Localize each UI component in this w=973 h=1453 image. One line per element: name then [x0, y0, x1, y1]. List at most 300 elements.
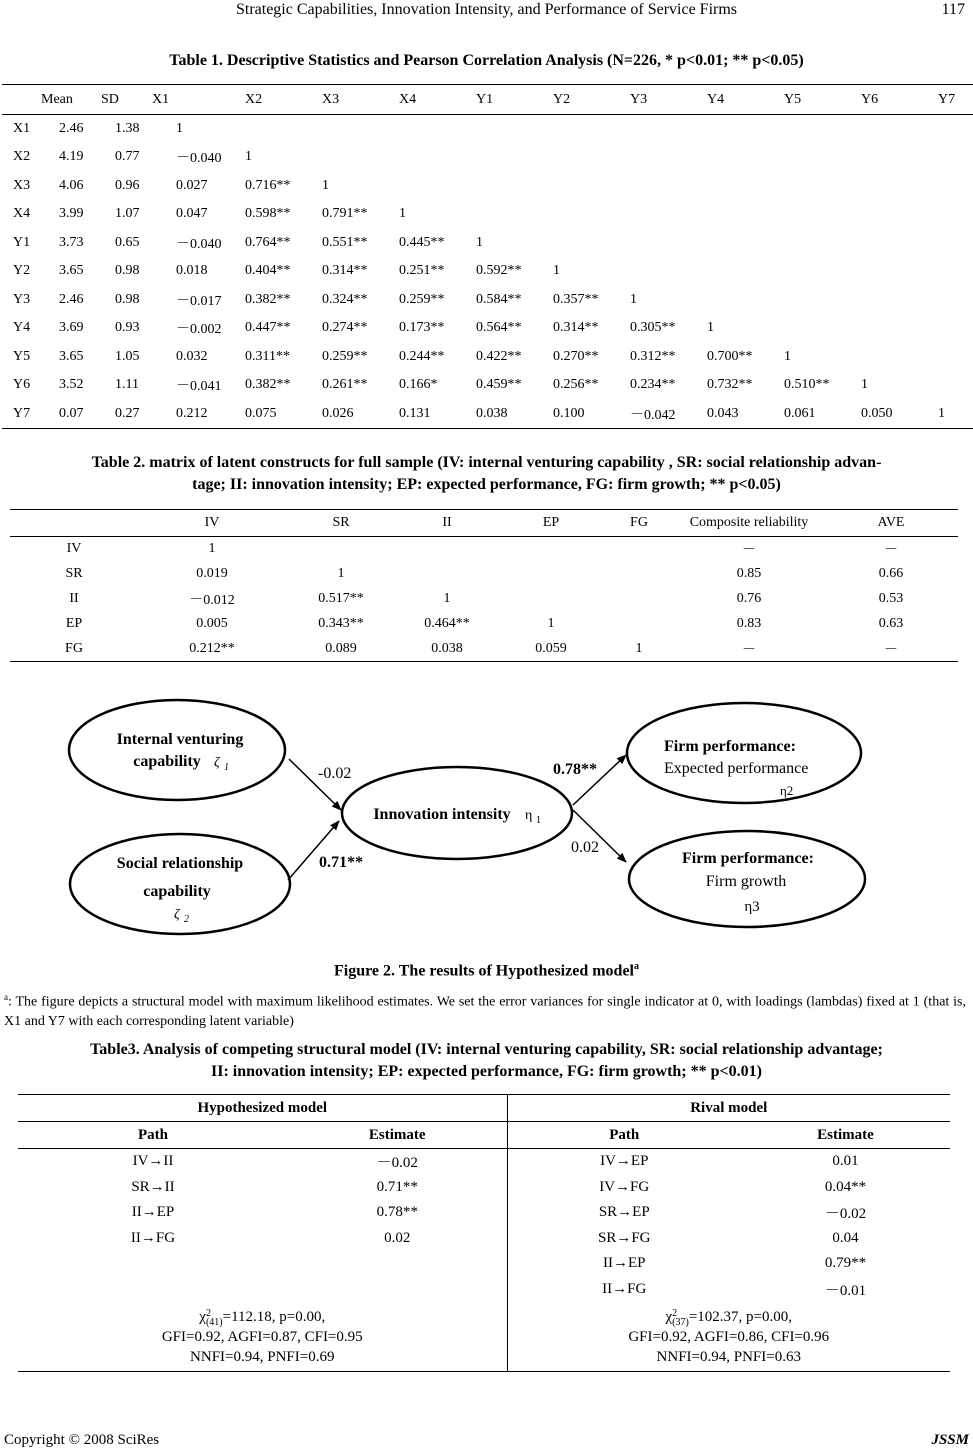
table1-cell: 0.259** [322, 348, 368, 364]
table1-cell [399, 143, 476, 172]
table1-cell: 2.46 [59, 121, 84, 136]
table1-cell: 0.07 [41, 400, 101, 429]
table1-cell: 1.05 [115, 348, 140, 364]
table1-cell [938, 314, 973, 343]
table1-cell: 0.716** [245, 177, 291, 193]
rival-fit-line2: GFI=0.92, AGFI=0.86, CFI=0.96 [628, 1329, 830, 1345]
table1-cell: 0.422** [476, 348, 522, 364]
table1-cell: 3.73 [59, 234, 84, 250]
table1-cell [707, 229, 784, 258]
table2-cell: 0.038 [396, 637, 498, 662]
node-expected-performance [627, 703, 861, 803]
table1-cell [784, 172, 861, 201]
hyp-chi-symbol: χ [199, 1309, 206, 1325]
fg-label-line1: Firm performance: [682, 850, 814, 867]
rival-model-header: Rival model [507, 1095, 950, 1122]
table1-cell [476, 115, 553, 144]
table2-cell: 0.517** [318, 591, 364, 606]
running-title: Strategic Capabilities, Innovation Intensity, and Performance of Service Firms [235, 1, 738, 18]
table1-cell: －0.017 [176, 293, 222, 309]
table1-cell: －0.040 [176, 151, 222, 167]
hyp-estimate-cell: 0.02 [288, 1226, 507, 1252]
rival-chi-superscript: 2 [672, 1307, 678, 1319]
table1-column-header: Y2 [553, 85, 630, 115]
table1-cell: 0.173** [399, 320, 445, 336]
fg-label-line2: Firm growth [705, 873, 787, 890]
table3-caption [0, 1039, 973, 1083]
table1-cell: 0.234** [630, 377, 676, 393]
table1-cell [707, 143, 784, 172]
table1-row-label: X3 [13, 177, 31, 193]
hypothesized-model-header: Hypothesized model [18, 1095, 507, 1122]
table1-row [2, 400, 973, 429]
table1-column-header: Y4 [707, 85, 784, 115]
table2-cell [604, 562, 674, 587]
table2-cell: 0.343** [318, 616, 364, 631]
table1-cell: 1 [176, 121, 183, 136]
table1-cell [861, 286, 938, 315]
rival-path-cell: IV→EP [600, 1153, 649, 1170]
sr-label-line1: Social relationship [116, 855, 244, 872]
path-coefficient-iv-ii: -0.02 [318, 765, 352, 782]
table2-cell: 1 [443, 591, 451, 606]
table1-cell: 1 [784, 348, 791, 364]
table2-cell: － [742, 543, 756, 559]
table1-cell [476, 200, 553, 229]
table1-cell: 0.244** [399, 348, 445, 364]
table2-cell [604, 612, 674, 637]
figure2-footnote [4, 988, 966, 1031]
table1-cell: 0.732** [707, 377, 753, 393]
table1-cell: 0.032 [176, 348, 208, 364]
rival-path-cell: II→FG [602, 1280, 647, 1297]
table2-column-header: AVE [824, 510, 958, 537]
table1-row-label: Y1 [13, 234, 31, 250]
node-social-relationship-capability [70, 834, 290, 934]
table1-column-header: X1 [152, 85, 245, 115]
table1-cell [322, 115, 399, 144]
table1-cell [861, 343, 938, 372]
table1-cell: 1.07 [115, 206, 140, 222]
table1-row-label: Y4 [13, 320, 31, 336]
table1-cell: 0.314** [553, 320, 599, 336]
table2-cell: 0.76 [736, 591, 762, 606]
table1-cell: 0.061 [784, 400, 861, 429]
table2-row [10, 637, 958, 662]
table1-cell: 0.259** [399, 291, 445, 307]
hyp-chi-value: =112.18, p=0.00, [222, 1309, 326, 1325]
table1-cell: －0.042 [630, 400, 707, 429]
table2-cell [286, 537, 396, 562]
figure2-caption-footnote-mark: a [634, 961, 639, 972]
table1-cell: 0.459** [476, 377, 522, 393]
table1-column-header [2, 85, 41, 115]
table2-header-row [10, 510, 958, 537]
table3-row [18, 1175, 950, 1201]
table1-cell [630, 143, 707, 172]
table1-cell: 0.026 [322, 400, 399, 429]
table1-cell [784, 115, 861, 144]
table2-row [10, 562, 958, 587]
ep-symbol: η2 [780, 783, 794, 798]
table1-column-header: Y5 [784, 85, 861, 115]
table1-row-label: Y3 [13, 291, 31, 307]
path-coefficient-ii-fg: 0.02 [571, 839, 599, 856]
table2-row [10, 587, 958, 612]
table1-row [2, 229, 973, 258]
table1-header-row [2, 85, 973, 115]
table2-cell: 0.66 [878, 566, 904, 581]
table2-column-header [10, 510, 138, 537]
table1-row-label: X2 [13, 149, 31, 165]
table1-column-header: X2 [245, 85, 322, 115]
table3-row [18, 1251, 950, 1277]
table1-row-label: Y6 [13, 377, 31, 393]
sr-label-line2: capability [143, 883, 211, 900]
hyp-fit-line2: GFI=0.92, AGFI=0.87, CFI=0.95 [161, 1329, 363, 1345]
table2-latent-construct-matrix [10, 509, 958, 662]
figure2-footnote-mark: a [4, 992, 8, 1002]
table1-cell [630, 200, 707, 229]
table1-row [2, 172, 973, 201]
rival-estimate-cell: 0.04** [824, 1178, 867, 1195]
table1-cell [630, 115, 707, 144]
table2-row-label: IV [66, 541, 82, 557]
path-arrow-sr-to-ii [288, 821, 339, 880]
table1-cell [784, 143, 861, 172]
table1-cell: 1.11 [115, 377, 139, 393]
table3-row [18, 1226, 950, 1252]
table1-row [2, 343, 973, 372]
table1-cell: 0.261** [322, 377, 368, 393]
table1-cell: 0.564** [476, 320, 522, 336]
table3-caption-line2: II: innovation intensity; EP: expected performance, FG: firm growth; ** p<0.01) [211, 1063, 762, 1080]
rival-path-cell: II→EP [603, 1255, 646, 1272]
table1-cell [784, 314, 861, 343]
table1-column-header: SD [101, 85, 152, 115]
table2-cell: 0.85 [736, 566, 762, 581]
table1-cell: 0.77 [115, 149, 140, 165]
rival-fit-indices [507, 1302, 950, 1372]
hyp-path-cell: SR→II [131, 1178, 175, 1195]
table2-cell [498, 537, 604, 562]
rival-estimate-cell: 0.01 [832, 1153, 859, 1170]
table1-cell: 0.598** [245, 206, 291, 222]
iv-symbol-subscript: 1 [224, 762, 229, 773]
table1-cell [784, 286, 861, 315]
table2-cell [604, 537, 674, 562]
iv-label-line1: Internal venturing [116, 731, 244, 748]
table1-descriptive-statistics [2, 84, 973, 429]
table2-cell [604, 587, 674, 612]
table1-cell: 0.445** [399, 234, 445, 250]
table1-cell [861, 257, 938, 286]
hyp-estimate-cell: －0.02 [288, 1149, 507, 1175]
table1-cell: 3.65 [59, 263, 84, 279]
table1-cell: 0.592** [476, 263, 522, 279]
table2-row [10, 537, 958, 562]
table1-cell: 1 [707, 320, 714, 336]
table1-cell [630, 257, 707, 286]
table1-column-header: Y1 [476, 85, 553, 115]
figure2-caption-text: Figure 2. The results of Hypothesized model [334, 962, 634, 980]
iv-symbol: ζ [214, 755, 220, 770]
table1-cell [938, 229, 973, 258]
page-number: 117 [941, 1, 965, 18]
table1-cell: 1 [399, 206, 406, 222]
table1-cell [938, 371, 973, 400]
table2-cell: 1 [208, 541, 216, 557]
table1-column-header: Y6 [861, 85, 938, 115]
table1-cell [553, 143, 630, 172]
table1-cell: 0.311** [245, 348, 290, 364]
table2-cell [498, 587, 604, 612]
table1-cell: 1 [938, 400, 973, 429]
table1-cell: 0.764** [245, 234, 291, 250]
hyp-fit-line3: NNFI=0.94, PNFI=0.69 [190, 1349, 335, 1365]
hyp-estimate-cell [288, 1277, 507, 1303]
table2-cell: 1 [547, 616, 555, 631]
table1-cell: 0.270** [553, 348, 599, 364]
table1-cell: 0.382** [245, 377, 291, 393]
table2-row-label: EP [65, 616, 83, 631]
node-innovation-intensity [342, 767, 572, 859]
fg-symbol: η3 [744, 899, 760, 915]
table1-cell: 1 [245, 149, 252, 165]
table1-cell: 0.027 [176, 177, 208, 193]
table1-cell [553, 200, 630, 229]
table1-cell [399, 115, 476, 144]
table1-cell [322, 143, 399, 172]
table1-cell [707, 172, 784, 201]
table1-row [2, 286, 973, 315]
table2-caption [0, 452, 973, 496]
table1-cell: 0.65 [115, 234, 140, 250]
hyp-path-cell: II→EP [131, 1204, 175, 1221]
table1-row [2, 143, 973, 172]
table2-cell: 0.019 [196, 566, 228, 581]
table3-competing-models [18, 1094, 950, 1372]
running-header [0, 0, 973, 24]
hyp-estimate-cell: 0.78** [288, 1200, 507, 1226]
table1-cell [707, 257, 784, 286]
table1-cell [861, 314, 938, 343]
table1-row-label: X4 [13, 206, 31, 222]
rival-path-cell: SR→EP [598, 1204, 650, 1221]
table1-cell [476, 172, 553, 201]
table2-cell: －0.012 [189, 593, 235, 608]
table1-cell: 0.700** [707, 348, 753, 364]
table1-row [2, 257, 973, 286]
ep-label-line2: Expected performance [664, 760, 809, 777]
table1-cell: －0.040 [176, 236, 222, 252]
table2-cell: 0.089 [286, 637, 396, 662]
table1-cell: 0.038 [476, 400, 553, 429]
table1-cell [553, 229, 630, 258]
table1-cell: 4.19 [59, 149, 84, 165]
table1-cell: 0.100 [553, 400, 630, 429]
table2-cell: 0.005 [196, 616, 228, 631]
hyp-path-cell: II→FG [130, 1229, 176, 1246]
rival-estimate-header: Estimate [741, 1122, 950, 1149]
table2-cell: － [884, 543, 898, 559]
hyp-path-cell [18, 1277, 288, 1303]
table1-cell: －0.041 [176, 379, 222, 395]
table1-cell [707, 115, 784, 144]
table1-cell: 3.52 [59, 377, 84, 393]
rival-chi-value: =102.37, p=0.00, [688, 1309, 792, 1325]
table2-cell: 0.83 [736, 616, 762, 631]
hyp-path-cell [18, 1251, 288, 1277]
table1-cell [476, 143, 553, 172]
rival-estimate-cell: 0.79** [824, 1255, 867, 1272]
table1-cell [861, 172, 938, 201]
table1-cell: 0.551** [322, 234, 368, 250]
table1-cell: 0.404** [245, 263, 291, 279]
table1-cell: 0.075 [245, 400, 322, 429]
table1-cell: 0.131 [399, 400, 476, 429]
rival-estimate-cell: 0.04 [832, 1229, 859, 1246]
hyp-path-cell: IV→II [132, 1153, 174, 1170]
table1-cell: 0.251** [399, 263, 445, 279]
table1-cell [784, 229, 861, 258]
table1-cell: 0.93 [115, 320, 140, 336]
table1-column-header: Mean [41, 85, 101, 115]
table1-row-label: Y7 [2, 400, 41, 429]
table1-row [2, 371, 973, 400]
table1-cell: 0.382** [245, 291, 291, 307]
table1-cell [938, 286, 973, 315]
table1-row-label: X1 [13, 121, 31, 136]
table1-cell [938, 257, 973, 286]
table1-cell: 1.38 [115, 121, 140, 136]
table1-cell: 0.791** [322, 206, 368, 222]
fit-indices-row [18, 1302, 950, 1372]
table2-cell [396, 537, 498, 562]
table1-column-header: Y7 [938, 85, 973, 115]
table3-row [18, 1200, 950, 1226]
sr-symbol-subscript: 2 [184, 914, 189, 925]
table1-cell: 0.166* [399, 377, 438, 393]
table2-column-header: EP [498, 510, 604, 537]
ep-label-line1: Firm performance: [664, 738, 796, 755]
table2-caption-line2: tage; II: innovation intensity; EP: expected performance, FG: firm growth; ** p<0.05) [192, 476, 781, 493]
table1-row-label: Y2 [13, 263, 31, 279]
ii-symbol: η [525, 808, 533, 823]
table1-cell [707, 286, 784, 315]
rival-path-header: Path [507, 1122, 741, 1149]
table2-cell: 0.53 [878, 591, 904, 606]
table1-row [2, 200, 973, 229]
table2-column-header: FG [604, 510, 674, 537]
hyp-estimate-cell [288, 1251, 507, 1277]
rival-path-cell: SR→FG [597, 1229, 651, 1246]
table2-row-label: SR [65, 566, 83, 581]
table1-cell: 0.050 [861, 400, 938, 429]
table1-cell [399, 172, 476, 201]
table2-cell: － [824, 637, 958, 662]
table1-cell: 0.27 [101, 400, 152, 429]
hyp-fit-indices [18, 1302, 507, 1372]
table1-row [2, 314, 973, 343]
table2-cell [396, 562, 498, 587]
table1-cell [861, 115, 938, 144]
table2-row-label: FG [10, 637, 138, 662]
table1-cell [938, 172, 973, 201]
table1-cell: 0.305** [630, 320, 676, 336]
table1-cell: 0.274** [322, 320, 368, 336]
ii-label: Innovation intensity [373, 806, 511, 823]
table1-cell [630, 229, 707, 258]
table1-cell: 3.69 [59, 320, 84, 336]
table1-cell: 0.256** [553, 377, 599, 393]
table2-column-header: II [396, 510, 498, 537]
table2-row-label: II [69, 591, 79, 606]
figure2-caption [0, 956, 973, 982]
table2-cell [498, 562, 604, 587]
table1-cell [245, 115, 322, 144]
table1-cell: 0.212 [152, 400, 245, 429]
table1-cell: －0.002 [176, 322, 222, 338]
table2-cell: 0.464** [424, 616, 470, 631]
rival-estimate-cell: －0.01 [824, 1282, 867, 1299]
path-coefficient-ii-ep: 0.78** [553, 761, 597, 778]
table1-cell [553, 172, 630, 201]
figure2-footnote-text: : The figure depicts a structural model with maximum likelihood estimates. We set the error variances for single indicator at 0, with loadings (lambdas) fixed at 1 (that is, X1 and Y7 with each corresponding latent variable) [4, 994, 966, 1029]
table1-cell [553, 115, 630, 144]
table1-cell: 3.65 [59, 348, 84, 364]
table1-cell: 1 [861, 377, 868, 393]
copyright-text: Copyright © 2008 SciRes [4, 1432, 160, 1448]
hyp-estimate-header: Estimate [288, 1122, 507, 1149]
table1-cell [938, 343, 973, 372]
table1-cell: 1 [476, 234, 483, 250]
table1-column-header: X4 [399, 85, 476, 115]
table1-cell: 0.447** [245, 320, 291, 336]
rival-fit-line3: NNFI=0.94, PNFI=0.63 [656, 1349, 801, 1365]
table1-cell: 0.312** [630, 348, 676, 364]
rival-estimate-cell: －0.02 [824, 1206, 867, 1223]
table1-cell [861, 143, 938, 172]
table1-cell [938, 143, 973, 172]
table1-cell: 1 [322, 177, 329, 193]
table1-caption: Table 1. Descriptive Statistics and Pearson Correlation Analysis (N=226, * p<0.01; ** p<0.05) [169, 52, 804, 69]
table1-column-header: X3 [322, 85, 399, 115]
table1-cell [938, 200, 973, 229]
journal-name: JSSM [931, 1432, 969, 1448]
table2-column-header: IV [138, 510, 286, 537]
table1-column-header: Y3 [630, 85, 707, 115]
table1-cell [861, 200, 938, 229]
table3-row [18, 1277, 950, 1303]
table1-cell: 2.46 [59, 291, 84, 307]
iv-label-line2: capability [133, 753, 201, 770]
table1-cell: 0.047 [176, 206, 208, 222]
figure2-structural-model [0, 680, 973, 950]
rival-chi-subscript: (37) [672, 1316, 689, 1328]
table1-row-label: Y5 [13, 348, 31, 364]
hyp-chi-superscript: 2 [205, 1307, 211, 1319]
ii-symbol-subscript: 1 [536, 815, 541, 826]
table3-row [18, 1149, 950, 1175]
table1-cell: 0.314** [322, 263, 368, 279]
table1-cell [784, 257, 861, 286]
table1-cell: 0.018 [176, 263, 208, 279]
table1-cell: 1 [553, 263, 560, 279]
sr-symbol: ζ [174, 907, 180, 922]
node-firm-growth [629, 831, 865, 927]
table1-cell: 3.99 [59, 206, 84, 222]
